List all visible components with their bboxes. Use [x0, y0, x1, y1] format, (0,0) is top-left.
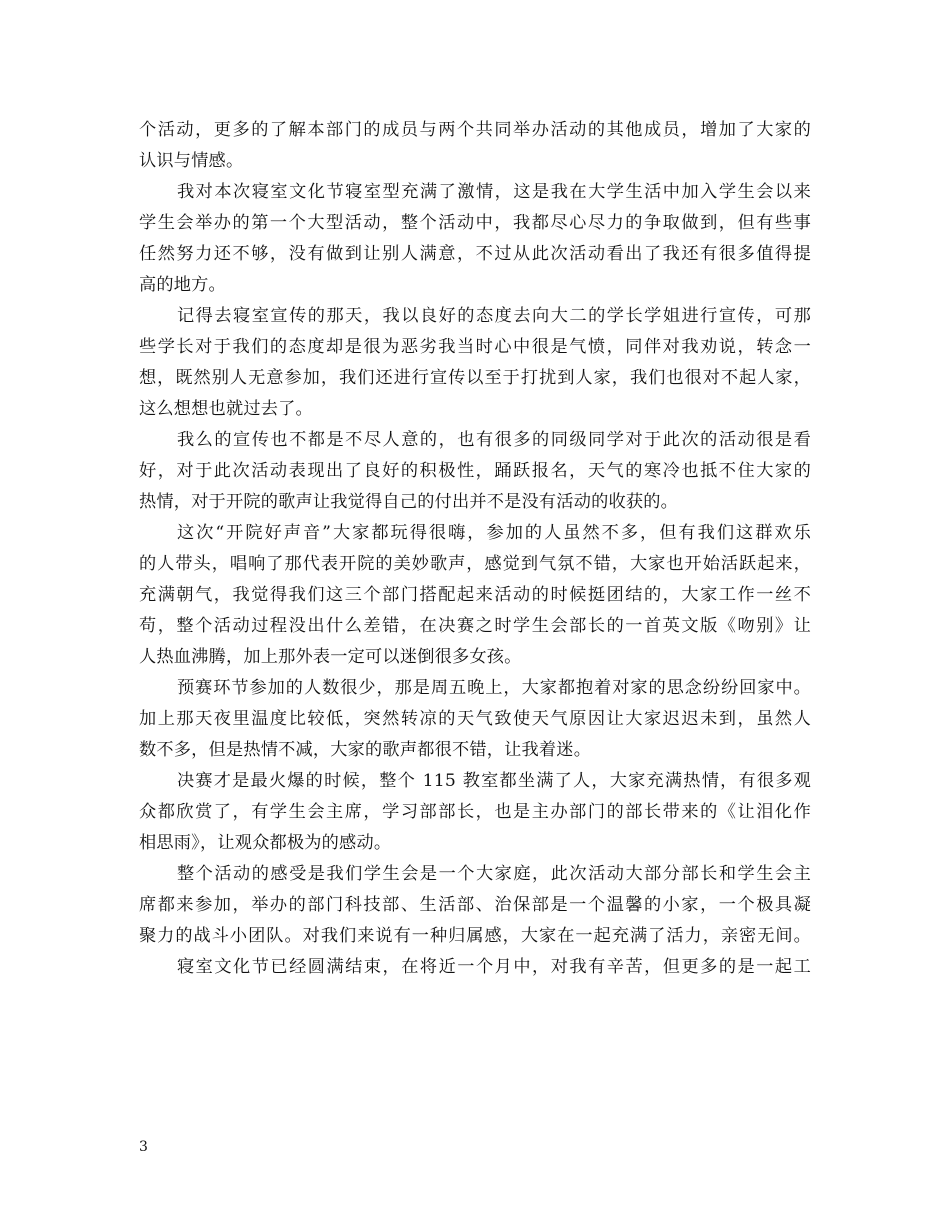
paragraph-first-line: 整个活动的感受是我们学生会是一个大家庭，此次活动大部分部长和学生会主 [177, 864, 811, 884]
paragraph-first-line: 预赛环节参加的人数很少，那是周五晚上，大家都抱着对家的思念纷纷回家中。 [177, 678, 811, 698]
paragraph-line: 学生会举办的第一个大型活动，整个活动中，我都尽心尽力的争取做到，但有些事 [139, 213, 811, 233]
paragraph-line: 认识与情感。 [139, 151, 244, 171]
paragraph-line: 想，既然别人无意参加，我们还进行宣传以至于打扰到人家，我们也很对不起人家， [139, 368, 811, 388]
paragraph-line: 这么想想也就过去了。 [139, 399, 313, 419]
paragraph-line: 席都来参加，举办的部门科技部、生活部、治保部是一个温馨的小家，一个极具凝 [139, 895, 811, 915]
paragraph-first-line: 我对本次寝室文化节寝室型充满了激情，这是我在大学生活中加入学生会以来 [177, 182, 811, 202]
page-number: 3 [139, 1139, 148, 1155]
paragraph-line: 苟，整个活动过程没出什么差错，在决赛之时学生会部长的一首英文版《吻别》让 [139, 616, 811, 636]
paragraph-line: 聚力的战斗小团队。对我们来说有一种归属感，大家在一起充满了活力，亲密无间。 [139, 926, 811, 946]
paragraph-line: 充满朝气，我觉得我们这三个部门搭配起来活动的时候挺团结的，大家工作一丝不 [139, 585, 811, 605]
paragraph-line: 加上那天夜里温度比较低，突然转凉的天气致使天气原因让大家迟迟未到，虽然人 [139, 709, 811, 729]
document-body [139, 115, 811, 983]
paragraph-line: 好，对于此次活动表现出了良好的积极性，踊跃报名，天气的寒冷也抵不住大家的 [139, 461, 811, 481]
paragraph-line: 热情，对于开院的歌声让我觉得自己的付出并不是没有活动的收获的。 [139, 492, 679, 512]
paragraph-first-line: 决赛才是最火爆的时候，整个 115 教室都坐满了人，大家充满热情，有很多观 [177, 771, 811, 791]
paragraph-line: 众都欣赏了，有学生会主席，学习部部长，也是主办部门的部长带来的《让泪化作 [139, 802, 811, 822]
paragraph-line: 高的地方。 [139, 275, 226, 295]
paragraph-line: 的人带头，唱响了那代表开院的美妙歌声，感觉到气氛不错，大家也开始活跃起来， [139, 554, 811, 574]
paragraph-first-line: 寝室文化节已经圆满结束，在将近一个月中，对我有辛苦，但更多的是一起工 [177, 957, 811, 977]
paragraph-line: 数不多，但是热情不减，大家的歌声都很不错，让我着迷。 [139, 740, 592, 760]
paragraph-line: 任然努力还不够，没有做到让别人满意，不过从此次活动看出了我还有很多值得提 [139, 244, 811, 264]
paragraph-line: 个活动，更多的了解本部门的成员与两个共同举办活动的其他成员，增加了大家的 [139, 120, 811, 140]
paragraph-first-line: 这次“开院好声音”大家都玩得很嗨，参加的人虽然不多，但有我们这群欢乐 [177, 523, 811, 543]
paragraph-first-line: 记得去寝室宣传的那天，我以良好的态度去向大二的学长学姐进行宣传，可那 [177, 306, 811, 326]
paragraph-line: 相思雨》，让观众都极为的感动。 [139, 833, 392, 853]
paragraph-first-line: 我么的宣传也不都是不尽人意的，也有很多的同级同学对于此次的活动很是看 [177, 430, 811, 450]
paragraph-line: 些学长对于我们的态度却是很为恶劣我当时心中很是气愤，同伴对我劝说，转念一 [139, 337, 811, 357]
paragraph-line: 人热血沸腾，加上那外表一定可以迷倒很多女孩。 [139, 647, 522, 667]
